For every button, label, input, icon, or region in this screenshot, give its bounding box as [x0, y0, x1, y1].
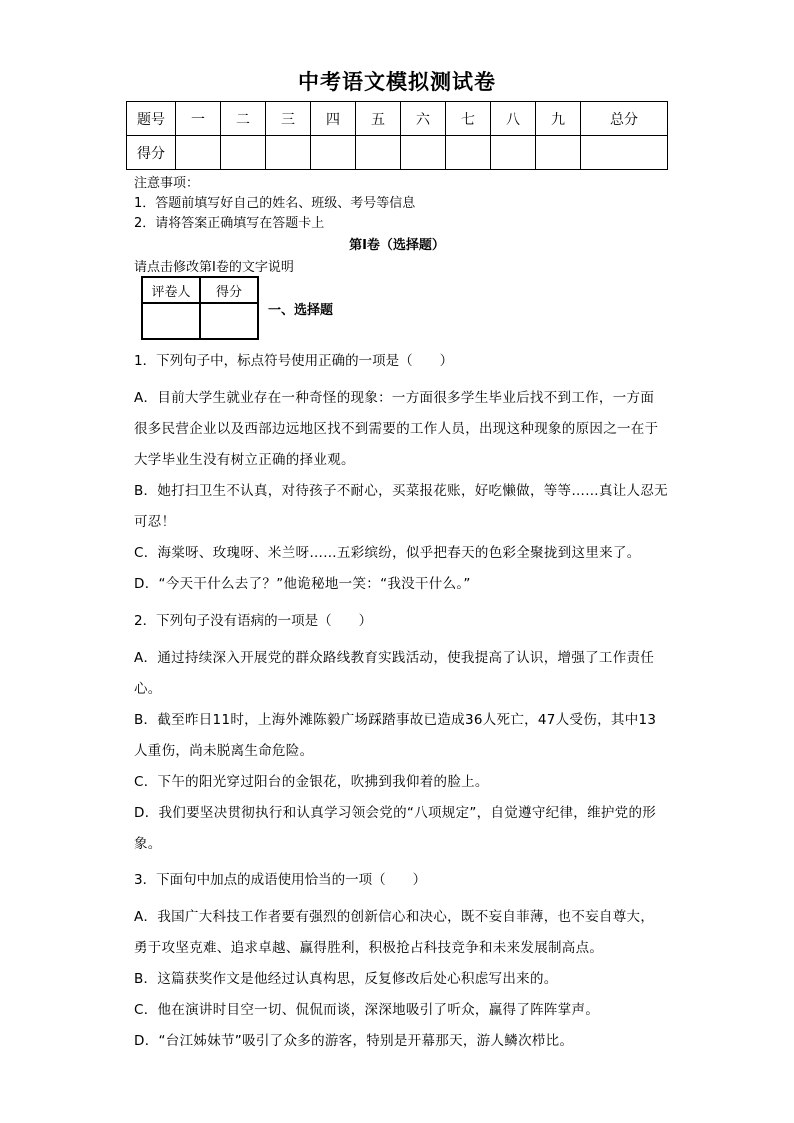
- score-table-col: 五: [356, 102, 401, 136]
- option-line: B．截至昨日11时，上海外滩陈毅广场踩踏事故已造成36人死亡，47人受伤，其中13: [134, 712, 657, 728]
- option-a: [134, 383, 662, 476]
- option-line: D．“今天干什么去了？”他诡秘地一笑：“我没干什么。”: [134, 576, 471, 592]
- score-table-col: 一: [176, 102, 221, 136]
- score-table-col: 三: [266, 102, 311, 136]
- option-d: [134, 569, 662, 600]
- grader-score-cell[interactable]: [200, 303, 258, 339]
- notes-item: 1．答题前填写好自己的姓名、班级、考号等信息: [134, 196, 416, 211]
- option-b: [134, 964, 662, 995]
- grader-table-blank-row: [142, 303, 258, 339]
- option-d: [134, 798, 662, 860]
- notes-item: 2．请将答案正确填写在答题卡上: [134, 216, 325, 231]
- question-2: [134, 606, 662, 860]
- option-a: [134, 643, 662, 705]
- option-line: C．海棠呀、玫瑰呀、米兰呀……五彩缤纷，似乎把春天的色彩全聚拢到这里来了。: [134, 545, 641, 561]
- grader-cell[interactable]: [142, 303, 200, 339]
- score-cell[interactable]: [266, 136, 311, 170]
- score-table-row-label: 题号: [127, 102, 176, 136]
- option-line: D．“台江姊妹节”吸引了众多的游客，特别是开幕那天，游人鳞次栉比。: [134, 1033, 574, 1049]
- question-stem: 1．下列句子中，标点符号使用正确的一项是（ ）: [134, 353, 454, 369]
- question-stem: 3．下面句中加点的成语使用恰当的一项（ ）: [134, 872, 427, 888]
- score-cell[interactable]: [176, 136, 221, 170]
- score-cell[interactable]: [221, 136, 266, 170]
- option-c: [134, 995, 662, 1026]
- score-cell[interactable]: [401, 136, 446, 170]
- option-b: [134, 476, 668, 538]
- score-cell[interactable]: [311, 136, 356, 170]
- option-line: 大学毕业生没有树立正确的择业观。: [134, 452, 355, 468]
- option-line: 心。: [134, 681, 162, 697]
- grader-table: [141, 276, 259, 340]
- option-line: C．他在演讲时目空一切、侃侃而谈，深深地吸引了听众，赢得了阵阵掌声。: [134, 1002, 600, 1018]
- option-line: C．下午的阳光穿过阳台的金银花，吹拂到我仰着的脸上。: [134, 774, 489, 790]
- option-line: A．我国广大科技工作者要有强烈的创新信心和决心，既不妄自菲薄，也不妄自尊大，: [134, 909, 655, 925]
- score-table-col: 七: [446, 102, 491, 136]
- score-table-score-row: [127, 136, 668, 170]
- notes-heading: 注意事项：: [134, 176, 200, 191]
- notes-block: [134, 174, 415, 234]
- option-line: 很多民营企业以及西部边远地区找不到需要的工作人员，出现这种现象的原因之一在于: [134, 421, 659, 437]
- option-a: [134, 902, 662, 964]
- score-cell[interactable]: [446, 136, 491, 170]
- option-c: [134, 538, 662, 569]
- score-table-col: 六: [401, 102, 446, 136]
- question-1: [134, 346, 668, 600]
- score-table-col: 四: [311, 102, 356, 136]
- option-line: A．通过持续深入开展党的群众路线教育实践活动，使我提高了认识，增强了工作责任: [134, 650, 655, 666]
- section-note[interactable]: 请点击修改第I卷的文字说明: [134, 260, 294, 275]
- option-line: 勇于攻坚克难、追求卓越、赢得胜利，积极抢占科技竞争和未来发展制高点。: [134, 940, 604, 956]
- score-cell[interactable]: [491, 136, 536, 170]
- section-title: 第I卷（选择题）: [349, 238, 445, 253]
- option-line: B．这篇获奖作文是他经过认真构思，反复修改后处心积虑写出来的。: [134, 971, 558, 987]
- option-b: [134, 705, 662, 767]
- option-line: 可忍！: [134, 514, 176, 530]
- option-line: 人重伤，尚未脱离生命危险。: [134, 743, 314, 759]
- score-table-row-label: 得分: [127, 136, 176, 170]
- score-table-col: 九: [536, 102, 581, 136]
- score-table-col: 总分: [581, 102, 668, 136]
- option-d: [134, 1026, 662, 1057]
- page-title: 中考语文模拟测试卷: [298, 70, 496, 94]
- grader-table-header-row: [142, 277, 258, 303]
- grader-label: 评卷人: [142, 277, 200, 303]
- score-table-col: 二: [221, 102, 266, 136]
- score-table-col: 八: [491, 102, 536, 136]
- question-stem: 2．下列句子没有语病的一项是（ ）: [134, 613, 373, 629]
- score-cell[interactable]: [356, 136, 401, 170]
- option-line: A．目前大学生就业存在一种奇怪的现象：一方面很多学生毕业后找不到工作，一方面: [134, 390, 655, 406]
- score-cell[interactable]: [536, 136, 581, 170]
- option-c: [134, 767, 662, 798]
- score-table: [126, 101, 668, 170]
- score-cell[interactable]: [581, 136, 668, 170]
- grader-score-label: 得分: [200, 277, 258, 303]
- part-title: 一、选择题: [268, 303, 334, 318]
- question-3: [134, 865, 662, 1057]
- option-line: D．我们要坚决贯彻执行和认真学习领会党的“八项规定”，自觉遵守纪律，维护党的形: [134, 805, 657, 821]
- option-line: B．她打扫卫生不认真，对待孩子不耐心，买菜报花账，好吃懒做，等等……真让人忍无: [134, 483, 668, 499]
- score-table-header-row: [127, 102, 668, 136]
- option-line: 象。: [134, 836, 162, 852]
